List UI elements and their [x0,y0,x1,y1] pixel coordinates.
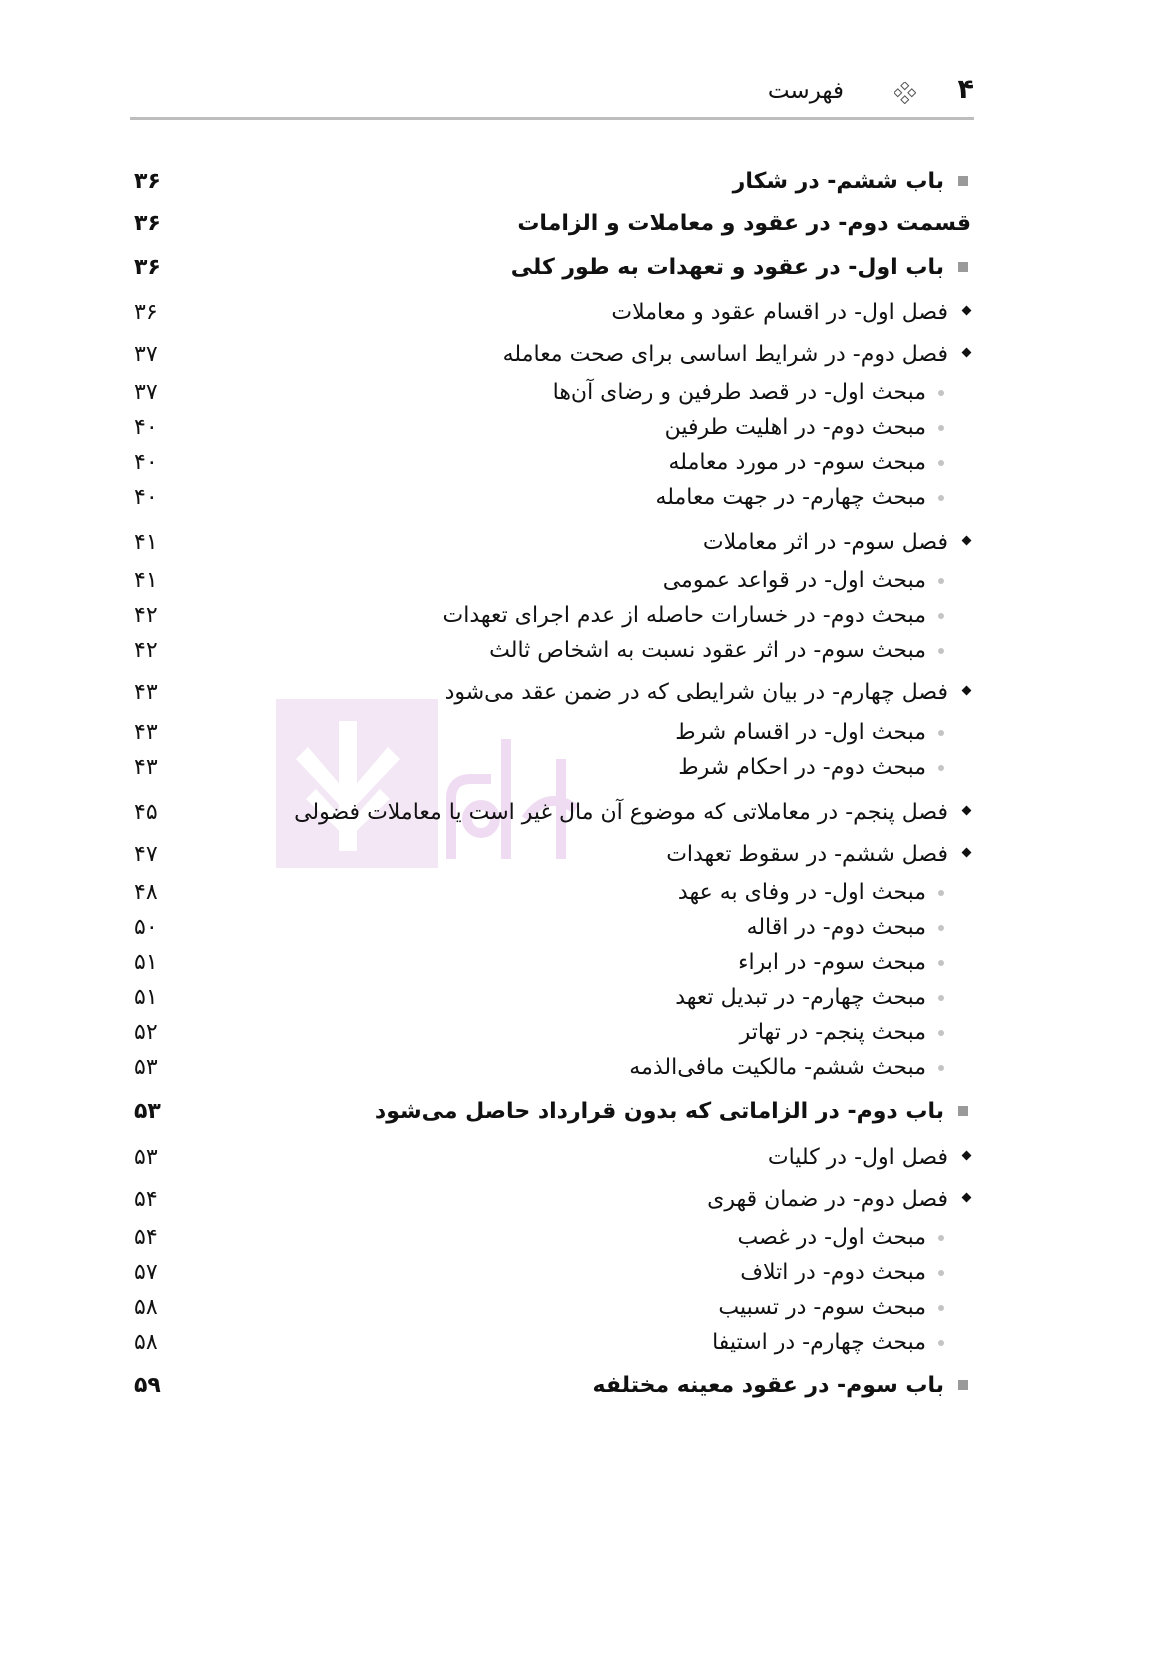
dot-bullet-icon [938,925,944,931]
toc-entry-page: ۵۸ [134,1295,158,1320]
diamond-bullet-icon [962,536,972,546]
dot-bullet-icon [938,730,944,736]
toc-entry[interactable] [130,1050,974,1086]
toc-entry-page: ۴۰ [134,450,158,475]
toc-entry[interactable] [130,1220,974,1256]
toc-entry-title: مبحث دوم- در احکام شرط [678,755,926,780]
toc-entry[interactable] [130,206,974,242]
dot-bullet-icon [938,1340,944,1346]
square-bullet-icon [958,262,968,272]
toc-entry-page: ۴۰ [134,415,158,440]
toc-entry-title: مبحث چهارم- در جهت معامله [655,485,926,510]
toc-entry-page: ۵۷ [134,1260,158,1285]
toc-entry-title: مبحث پنجم- در تهاتر [739,1020,926,1045]
toc-entry[interactable] [130,410,974,446]
toc-entry[interactable] [130,675,974,711]
toc-entry[interactable] [130,1015,974,1051]
toc-entry-title: مبحث چهارم- در تبدیل تعهد [675,985,926,1010]
toc-entry-title: مبحث اول- در وفای به عهد [677,880,926,905]
dot-bullet-icon [938,648,944,654]
toc-entry-page: ۵۳ [134,1055,158,1080]
toc-entry[interactable] [130,1094,974,1130]
square-bullet-icon [958,1380,968,1390]
toc-entry-page: ۴۷ [134,842,158,867]
toc-entry[interactable] [130,295,974,331]
toc-entry[interactable] [130,715,974,751]
toc-entry-page: ۴۳ [134,680,158,705]
toc-entry-page: ۵۹ [134,1373,161,1398]
toc-entry-title: مبحث ششم- مالکیت مافی‌الذمه [629,1055,926,1080]
toc-entry-title: مبحث اول- در غصب [737,1225,926,1250]
toc-entry-title: مبحث سوم- در اثر عقود نسبت به اشخاص ثالث [489,638,926,663]
toc-entry-title: باب سوم- در عقود معینه مختلفه [592,1373,944,1398]
header-divider [130,117,974,120]
toc-entry-page: ۵۸ [134,1330,158,1355]
toc-entry-title: فصل چهارم- در بیان شرایطی که در ضمن عقد می‌شود [444,680,948,705]
square-bullet-icon [958,176,968,186]
toc-entry-title: مبحث دوم- در اهلیت طرفین [664,415,926,440]
dot-bullet-icon [938,1305,944,1311]
toc-entry[interactable] [130,750,974,786]
toc-entry-page: ۴۱ [134,530,158,555]
diamond-bullet-icon [962,1193,972,1203]
toc-entry[interactable] [130,480,974,516]
diamond-bullet-icon [962,806,972,816]
toc-entry-page: ۴۲ [134,603,158,628]
toc-entry-page: ۵۳ [134,1145,158,1170]
toc-entry-title: فصل ششم- در سقوط تعهدات [666,842,948,867]
toc-entry[interactable] [130,633,974,669]
dot-bullet-icon [938,1270,944,1276]
toc-entry[interactable] [130,1290,974,1326]
toc-entry-page: ۳۶ [134,211,161,236]
dot-bullet-icon [938,1235,944,1241]
toc-entry[interactable] [130,795,974,831]
toc-entry-page: ۵۱ [134,985,158,1010]
toc-entry-title: فصل اول- در کلیات [767,1145,948,1170]
toc-entry-page: ۵۳ [134,1099,161,1124]
toc-entry-page: ۳۶ [134,255,161,280]
dot-bullet-icon [938,765,944,771]
toc-entry-title: فصل اول- در اقسام عقود و معاملات [611,300,948,325]
toc-entry-title: باب اول- در عقود و تعهدات به طور کلی [510,255,944,280]
toc-entry[interactable] [130,250,974,286]
toc-entry[interactable] [130,1182,974,1218]
toc-entry-page: ۴۳ [134,720,158,745]
toc-entry-page: ۳۷ [134,380,158,405]
toc-entry-title: فصل پنجم- در معاملاتی که موضوع آن مال غیر است یا معاملات فضولی [294,800,948,825]
dot-bullet-icon [938,425,944,431]
diamond-bullet-icon [962,848,972,858]
toc-entry-page: ۴۱ [134,568,158,593]
toc-entry-page: ۳۶ [134,169,161,194]
toc-entry-page: ۴۲ [134,638,158,663]
toc-entry-title: مبحث اول- در قصد طرفین و رضای آن‌ها [552,380,926,405]
toc-entry-title: مبحث دوم- در اقاله [746,915,926,940]
toc-entry[interactable] [130,837,974,873]
toc-entry-page: ۳۷ [134,342,158,367]
toc-entry-page: ۴۸ [134,880,158,905]
diamond-cluster-icon [894,82,916,104]
toc-entry-page: ۵۰ [134,915,158,940]
dot-bullet-icon [938,890,944,896]
dot-bullet-icon [938,613,944,619]
toc-entry-title: باب ششم- در شکار [732,169,944,194]
toc-entry-title: مبحث سوم- در مورد معامله [668,450,926,475]
toc-entry-title: فصل سوم- در اثر معاملات [702,530,948,555]
toc-entry[interactable] [130,375,974,411]
toc-entry[interactable] [130,910,974,946]
toc-entry[interactable] [130,1325,974,1361]
toc-entry[interactable] [130,980,974,1016]
toc-entry[interactable] [130,164,974,200]
diamond-bullet-icon [962,348,972,358]
toc-entry-page: ۳۶ [134,300,158,325]
toc-entry[interactable] [130,1368,974,1404]
toc-entry-title: مبحث چهارم- در استیفا [712,1330,926,1355]
toc-entry[interactable] [130,563,974,599]
header-page-number: ۴ [957,74,974,105]
square-bullet-icon [958,1106,968,1116]
toc-entry[interactable] [130,945,974,981]
dot-bullet-icon [938,1030,944,1036]
toc-entry[interactable] [130,445,974,481]
toc-entry-title: فصل دوم- در شرایط اساسی برای صحت معامله [502,342,948,367]
dot-bullet-icon [938,995,944,1001]
toc-entry[interactable] [130,598,974,634]
toc-entry[interactable] [130,525,974,561]
diamond-bullet-icon [962,1151,972,1161]
toc-entry-page: ۵۴ [134,1187,158,1212]
dot-bullet-icon [938,495,944,501]
toc-entry-page: ۴۰ [134,485,158,510]
toc-entry[interactable] [130,337,974,373]
dot-bullet-icon [938,390,944,396]
toc-entry-title: مبحث سوم- در تسبیب [718,1295,926,1320]
toc-entry-page: ۴۳ [134,755,158,780]
toc-entry-title: مبحث دوم- در اتلاف [740,1260,926,1285]
toc-entry[interactable] [130,1255,974,1291]
toc-entry[interactable] [130,875,974,911]
toc-entry-page: ۴۵ [134,800,158,825]
diamond-bullet-icon [962,686,972,696]
toc-entry-title: قسمت دوم- در عقود و معاملات و الزامات [517,211,971,236]
toc-entry-title: مبحث اول- در قواعد عمومی [662,568,926,593]
toc-entry-page: ۵۲ [134,1020,158,1045]
toc-entry-title: فصل دوم- در ضمان قهری [707,1187,948,1212]
header-title: فهرست [767,78,844,104]
diamond-bullet-icon [962,306,972,316]
dot-bullet-icon [938,1065,944,1071]
running-header [130,70,974,116]
toc-entry-title: مبحث اول- در اقسام شرط [675,720,926,745]
toc-entry-page: ۵۴ [134,1225,158,1250]
toc-entry-page: ۵۱ [134,950,158,975]
toc-entry-title: مبحث دوم- در خسارات حاصله از عدم اجرای تعهدات [442,603,926,628]
dot-bullet-icon [938,460,944,466]
toc-entry-title: مبحث سوم- در ابراء [738,950,926,975]
dot-bullet-icon [938,578,944,584]
dot-bullet-icon [938,960,944,966]
toc-entry-title: باب دوم- در الزاماتی که بدون قرارداد حاصل می‌شود [374,1099,944,1124]
toc-entry[interactable] [130,1140,974,1176]
